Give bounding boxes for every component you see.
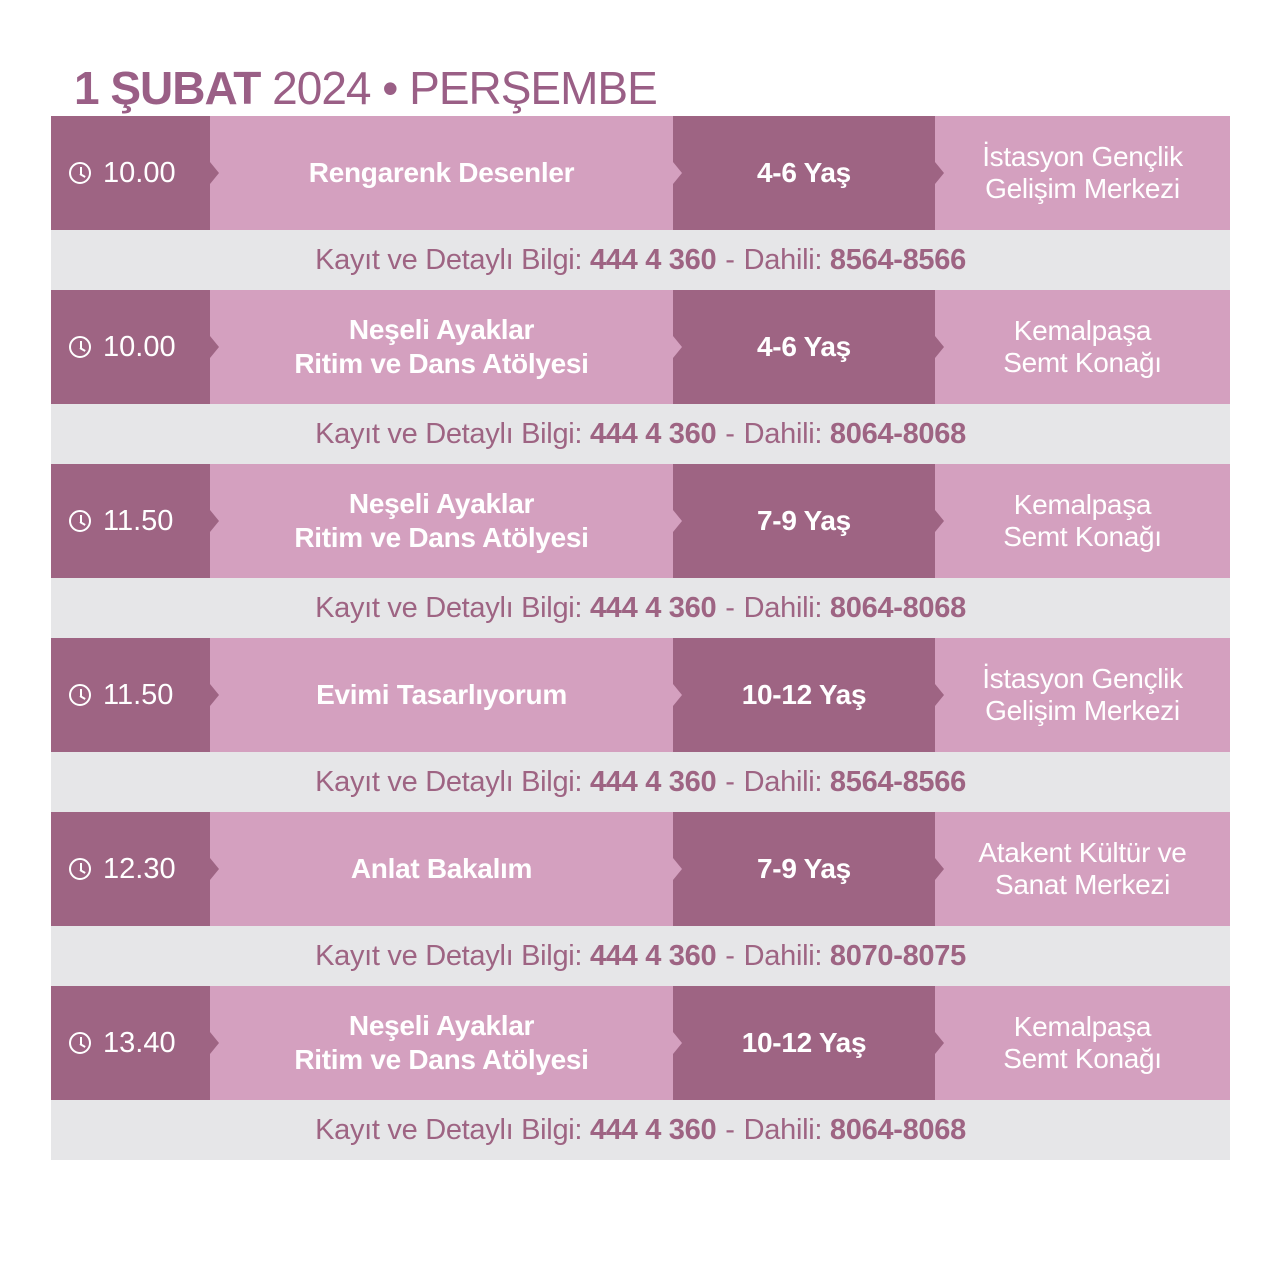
clock-icon — [69, 684, 91, 706]
venue-line: İstasyon Gençlik — [982, 141, 1183, 172]
schedule-row — [51, 290, 1230, 404]
info-label: Kayıt ve Detaylı Bilgi: — [315, 939, 583, 972]
info-bar — [51, 1100, 1230, 1160]
dahili-number: 8064-8068 — [829, 591, 966, 624]
venue-name — [1003, 489, 1162, 553]
event-title — [309, 156, 574, 190]
schedule-row — [51, 638, 1230, 752]
schedule-entry — [51, 116, 1230, 290]
time-cell — [51, 638, 210, 752]
clock-icon — [69, 858, 91, 880]
clock-icon — [69, 336, 91, 358]
venue-cell — [935, 290, 1230, 404]
event-cell — [210, 464, 673, 578]
time-text: 11.50 — [103, 504, 174, 537]
schedule-row — [51, 986, 1230, 1100]
venue-line: Semt Konağı — [1003, 521, 1162, 552]
time-text: 11.50 — [103, 678, 174, 711]
dahili-number: 8064-8068 — [829, 417, 966, 450]
event-title — [294, 313, 588, 381]
schedule-entry — [51, 812, 1230, 986]
clock-icon — [69, 162, 91, 184]
title-year-day: 2024 • PERŞEMBE — [260, 62, 657, 114]
age-cell — [673, 290, 935, 404]
page-title — [74, 58, 657, 118]
venue-name — [982, 141, 1183, 205]
info-dash: - — [725, 765, 735, 798]
age-group: 10-12 Yaş — [741, 1027, 867, 1058]
info-bar — [51, 752, 1230, 812]
age-cell — [673, 116, 935, 230]
clock-icon — [69, 1032, 91, 1054]
schedule-entry — [51, 464, 1230, 638]
event-title — [351, 852, 532, 886]
venue-line: Semt Konağı — [1003, 1043, 1162, 1074]
dahili-number: 8564-8566 — [829, 243, 966, 276]
venue-line: Kemalpaşa — [1013, 315, 1152, 346]
schedule-row — [51, 464, 1230, 578]
time-cell — [51, 116, 210, 230]
event-title — [294, 487, 588, 555]
age-group: 7-9 Yaş — [757, 505, 851, 536]
dahili-label: Dahili: — [743, 591, 823, 624]
info-bar — [51, 578, 1230, 638]
event-cell — [210, 116, 673, 230]
event-line: Ritim ve Dans Atölyesi — [294, 348, 589, 379]
time-cell — [51, 812, 210, 926]
event-title — [316, 678, 567, 712]
age-cell — [673, 986, 935, 1100]
age-cell — [673, 812, 935, 926]
dahili-number: 8070-8075 — [829, 939, 966, 972]
time-text: 10.00 — [103, 156, 176, 189]
schedule-entry — [51, 638, 1230, 812]
phone-number: 444 4 360 — [589, 591, 717, 624]
event-cell — [210, 290, 673, 404]
info-label: Kayıt ve Detaylı Bilgi: — [315, 243, 583, 276]
schedule-row — [51, 812, 1230, 926]
time-cell — [51, 290, 210, 404]
info-dash: - — [725, 417, 735, 450]
age-cell — [673, 464, 935, 578]
time-text: 10.00 — [103, 330, 176, 363]
phone-number: 444 4 360 — [589, 939, 717, 972]
info-dash: - — [725, 243, 735, 276]
dahili-label: Dahili: — [743, 243, 823, 276]
dahili-label: Dahili: — [743, 939, 823, 972]
venue-cell — [935, 638, 1230, 752]
info-dash: - — [725, 1113, 735, 1146]
dahili-number: 8564-8566 — [829, 765, 966, 798]
age-group: 10-12 Yaş — [741, 679, 867, 710]
venue-cell — [935, 116, 1230, 230]
dahili-label: Dahili: — [743, 1113, 823, 1146]
time-text: 12.30 — [103, 852, 176, 885]
event-line: Neşeli Ayaklar — [348, 1010, 535, 1041]
venue-line: İstasyon Gençlik — [982, 663, 1183, 694]
info-label: Kayıt ve Detaylı Bilgi: — [315, 1113, 583, 1146]
venue-cell — [935, 986, 1230, 1100]
venue-cell — [935, 464, 1230, 578]
age-group: 4-6 Yaş — [757, 331, 851, 362]
info-bar — [51, 926, 1230, 986]
title-date: 1 ŞUBAT — [74, 62, 261, 114]
time-cell — [51, 986, 210, 1100]
event-title — [294, 1009, 588, 1077]
event-cell — [210, 986, 673, 1100]
venue-cell — [935, 812, 1230, 926]
time-cell — [51, 464, 210, 578]
event-line: Rengarenk Desenler — [308, 157, 575, 188]
clock-icon — [69, 510, 91, 532]
info-bar — [51, 404, 1230, 464]
event-line: Ritim ve Dans Atölyesi — [294, 522, 589, 553]
venue-name — [1003, 315, 1162, 379]
venue-line: Semt Konağı — [1003, 347, 1162, 378]
schedule-row — [51, 116, 1230, 230]
venue-line: Gelişim Merkezi — [985, 695, 1180, 726]
info-label: Kayıt ve Detaylı Bilgi: — [315, 765, 583, 798]
info-dash: - — [725, 939, 735, 972]
phone-number: 444 4 360 — [589, 243, 717, 276]
info-label: Kayıt ve Detaylı Bilgi: — [315, 417, 583, 450]
age-group: 4-6 Yaş — [757, 157, 851, 188]
venue-line: Kemalpaşa — [1013, 1011, 1152, 1042]
venue-name — [982, 663, 1183, 727]
schedule-table — [51, 116, 1230, 1160]
event-line: Anlat Bakalım — [350, 853, 533, 884]
phone-number: 444 4 360 — [589, 765, 717, 798]
schedule-entry — [51, 290, 1230, 464]
venue-line: Sanat Merkezi — [994, 869, 1171, 900]
phone-number: 444 4 360 — [589, 417, 717, 450]
venue-line: Gelişim Merkezi — [985, 173, 1180, 204]
event-cell — [210, 812, 673, 926]
info-label: Kayıt ve Detaylı Bilgi: — [315, 591, 583, 624]
time-text: 13.40 — [103, 1026, 176, 1059]
venue-name — [978, 837, 1186, 901]
phone-number: 444 4 360 — [589, 1113, 717, 1146]
dahili-label: Dahili: — [743, 765, 823, 798]
venue-line: Kemalpaşa — [1013, 489, 1152, 520]
event-cell — [210, 638, 673, 752]
venue-name — [1003, 1011, 1162, 1075]
age-group: 7-9 Yaş — [757, 853, 851, 884]
event-line: Neşeli Ayaklar — [348, 314, 535, 345]
info-dash: - — [725, 591, 735, 624]
event-line: Neşeli Ayaklar — [348, 488, 535, 519]
schedule-entry — [51, 986, 1230, 1160]
venue-line: Atakent Kültür ve — [978, 837, 1187, 868]
info-bar — [51, 230, 1230, 290]
dahili-number: 8064-8068 — [829, 1113, 966, 1146]
age-cell — [673, 638, 935, 752]
event-line: Ritim ve Dans Atölyesi — [294, 1044, 589, 1075]
event-line: Evimi Tasarlıyorum — [316, 679, 567, 710]
dahili-label: Dahili: — [743, 417, 823, 450]
